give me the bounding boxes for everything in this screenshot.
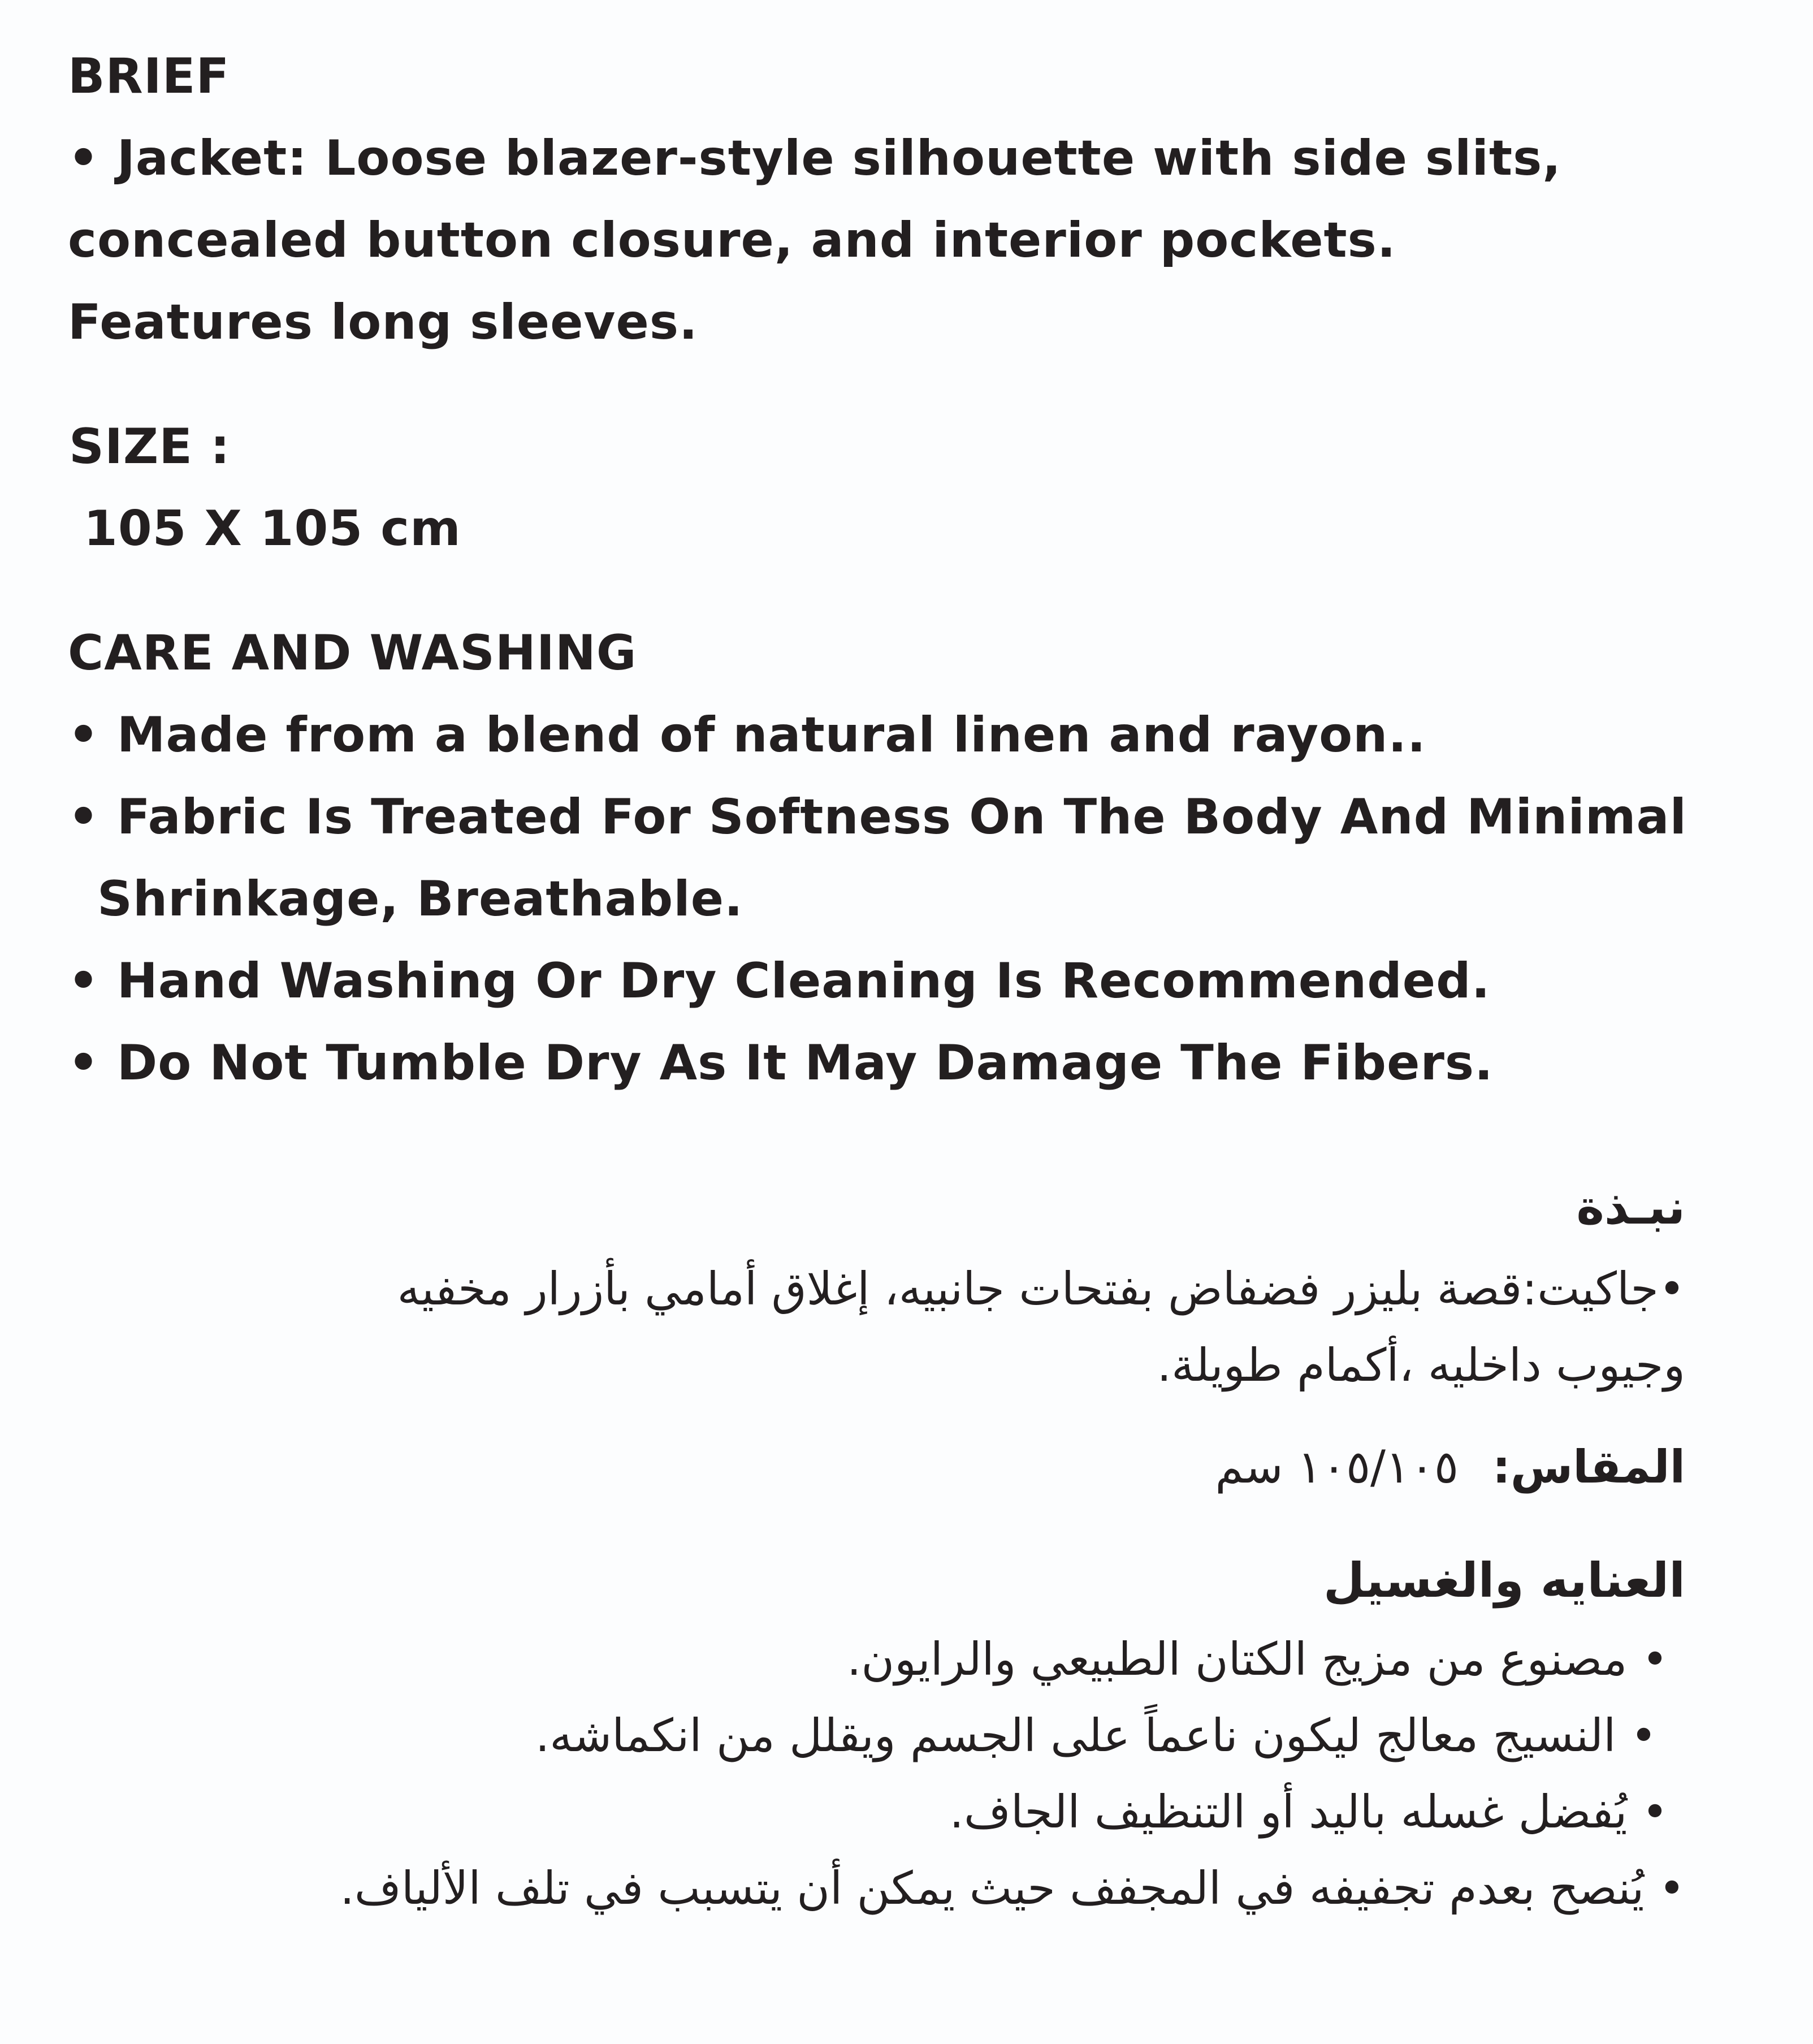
care-line: • Made from a blend of natural linen and rayon.. bbox=[68, 707, 1426, 763]
arabic-care-line: • يُفضل غسله باليد أو التنظيف الجاف. bbox=[949, 1786, 1668, 1838]
care-line: • Fabric Is Treated For Softness On The Body And Minimal bbox=[68, 789, 1687, 845]
care-line: • Hand Washing Or Dry Cleaning Is Recommended. bbox=[68, 953, 1491, 1009]
arabic-brief-line: •جاكيت:قصة بليزر فضفاض بفتحات جانبيه، إغلاق أمامي بأزرار مخفيه bbox=[397, 1263, 1685, 1315]
brief-line: Features long sleeves. bbox=[68, 294, 698, 351]
care-line: • Do Not Tumble Dry As It May Damage The Fibers. bbox=[68, 1035, 1494, 1091]
arabic-size-row bbox=[1215, 1436, 1685, 1498]
brief-line: concealed button closure, and interior pockets. bbox=[68, 212, 1396, 269]
arabic-care-heading: العنايه والغسيل bbox=[1323, 1553, 1685, 1608]
brief-heading: BRIEF bbox=[68, 48, 230, 105]
arabic-size-value: ١٠٥/١٠٥ سم bbox=[1215, 1441, 1459, 1493]
arabic-care-line: • النسيج معالج ليكون ناعماً على الجسم ويقلل من انكماشه. bbox=[535, 1709, 1657, 1762]
brief-line: • Jacket: Loose blazer-style silhouette with side slits, bbox=[68, 130, 1561, 187]
arabic-size-label: المقاس: bbox=[1492, 1441, 1685, 1493]
arabic-brief-heading: نبـذة bbox=[1576, 1179, 1685, 1235]
size-heading: SIZE : bbox=[69, 418, 231, 475]
arabic-care-line: • يُنصح بعدم تجفيفه في المجفف حيث يمكن أن يتسبب في تلف الألياف. bbox=[340, 1862, 1685, 1915]
size-value: 105 X 105 cm bbox=[84, 500, 461, 557]
care-heading: CARE AND WASHING bbox=[68, 625, 637, 681]
arabic-brief-line: وجيوب داخليه ،أكمام طويلة. bbox=[1157, 1339, 1685, 1392]
arabic-care-line: • مصنوع من مزيج الكتان الطبيعي والرايون. bbox=[846, 1633, 1668, 1686]
care-line: Shrinkage, Breathable. bbox=[97, 871, 743, 927]
